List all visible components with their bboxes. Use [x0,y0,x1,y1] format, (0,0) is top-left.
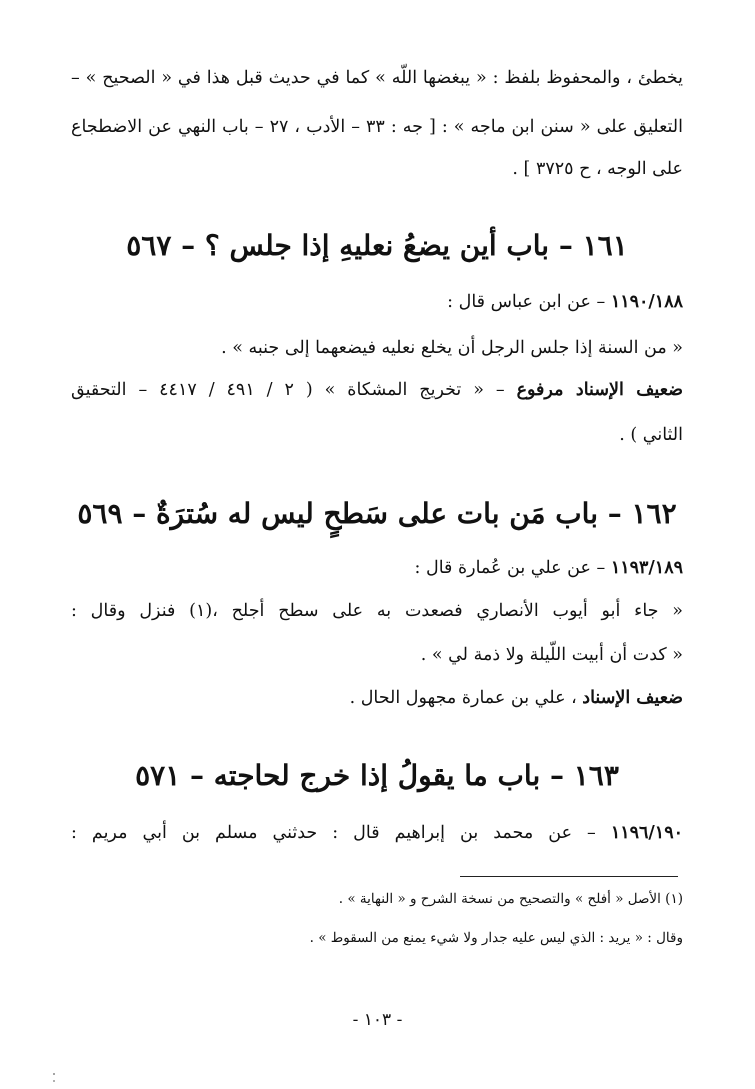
hadith-text-1: « جاء أبو أيوب الأنصاري فصعدت به على سطح أجلح ،(١) فنزل وقال : [71,601,683,621]
chapter-heading-163: ١٦٣ – باب ما يقولُ إذا خرج لحاجته – ٥٧١ [135,759,619,792]
hadith-number: ١١٩٣/١٨٩ [610,558,683,578]
narrator: – عن ابن عباس قال : [447,292,611,312]
hadith-189 [71,553,683,583]
narrator: – عن علي بن عُمارة قال : [414,558,611,578]
hadith-text-2: « كدت أن أبيت اللّيلة ولا ذمة لي » . [420,645,683,665]
narrator: – عن محمد بن إبراهيم قال : حدثني مسلم بن أبي مريم : [71,823,611,843]
hadith-text: « من السنة إذا جلس الرجل أن يخلع نعليه فيضعهما إلى جنبه » . [221,338,683,358]
scan-speck [53,1080,55,1082]
intro-line-1: يخطئ ، والمحفوظ بلفظ : « يبغضها اللّه » كما في حديث قبل هذا في « الصحيح » – [71,68,683,88]
chapter-heading-162: ١٦٢ – باب مَن بات على سَطحٍ ليس له سُترَةٌ – ٥٦٩ [77,497,677,530]
intro-line-3: على الوجه ، ح ٣٧٢٥ ] . [512,159,683,179]
page-number: - ١٠٣ - [352,1010,403,1030]
footnote-2: وقال : « يريد : الذي ليس عليه جدار ولا شيء يمنع من السقوط » . [309,930,683,946]
footnote-1: (١) الأصل « أفلح » والتصحيح من نسخة الشرح و « النهاية » . [338,891,683,907]
hadith-188 [71,287,683,317]
grade-label: ضعيف الإسناد مرفوع [516,380,684,400]
footnote-separator [460,876,678,877]
chapter-heading-161: ١٦١ – باب أين يضعُ نعليهِ إذا جلس ؟ – ٥٦٧ [126,229,628,262]
hadith-190 [71,818,683,848]
scan-speck [53,1073,55,1075]
grade-label: ضعيف الإسناد [582,688,683,708]
grade-line [71,683,683,713]
grade-text: ، علي بن عمارة مجهول الحال . [349,688,583,708]
intro-line-2: التعليق على « سنن ابن ماجه » : [ جه : ٣٣ – الأدب ، ٢٧ – باب النهي عن الاضطجاع [71,117,684,137]
hadith-number: ١١٩٦/١٩٠ [610,823,683,843]
grade-line-2: الثاني ) . [619,425,683,445]
grade-text: – « تخريج المشكاة » ( ٢ / ٤٩١ / ٤٤١٧ – التحقيق [71,380,517,400]
hadith-number: ١١٩٠/١٨٨ [610,292,683,312]
grade-line [71,375,683,405]
